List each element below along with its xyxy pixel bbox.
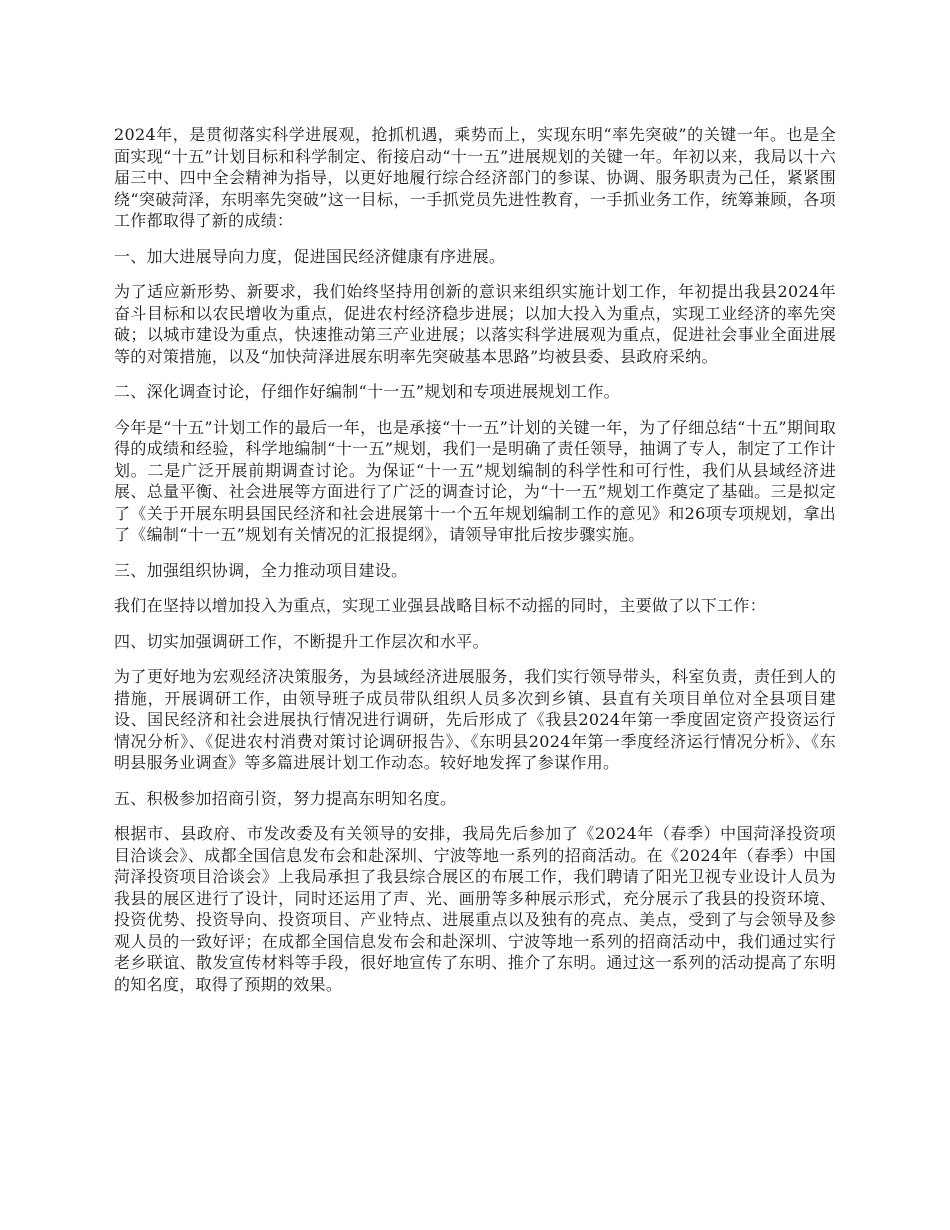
section-heading-2: 二、深化调查讨论，仔细作好编制“十一五”规划和专项进展规划工作。	[114, 382, 620, 401]
paragraph-section-2: 今年是“十五”计划工作的最后一年，也是承接“十一五”计划的关键一年，为了仔细总结“十五”期间取得的成绩和经验，科学地编制“十一五”规划，我们一是明确了责任领导，抽调了专人，制定了工作计划。二是广泛开展前期调查讨论。为保证“十一五”规划编制的科学性和可行性，我们从县域经济进展、总量平衡、社会进展等方面进行了广泛的调查讨论，为“十一五”规划工作奠定了基础。三是拟定了《关于开展东明县国民经济和社会进展第十一个五年规划编制工作的意见》和26项专项规划，拿出了《编制“十一五”规划有关情况的汇报提纲》，请领导审批后按步骤实施。	[114, 417, 836, 544]
section-heading-3: 三、加强组织协调，全力推动项目建设。	[114, 560, 408, 580]
section-heading-1: 一、加大进展导向力度，促进国民经济健康有序进展。	[114, 246, 506, 266]
paragraph-section-3: 我们在坚持以增加投入为重点，实现工业强县战略目标不动摇的同时，主要做了以下工作：	[114, 596, 767, 615]
paragraph-intro: 2024年，是贯彻落实科学进展观，抢抓机遇，乘势而上，实现东明“率先突破”的关键一年。也是全面实现“十五”计划目标和科学制定、衔接启动“十一五”进展规划的关键一年。年初以来，我局以十六届三中、四中全会精神为指导，以更好地履行综合经济部门的参谋、协调、服务职责为己任，紧紧围绕“突破菏泽，东明率先突破”这一目标，一手抓党员先进性教育，一手抓业务工作，统筹兼顾，各项工作都取得了新的成绩：	[114, 125, 836, 230]
paragraph-section-4: 为了更好地为宏观经济决策服务，为县域经济进展服务，我们实行领导带头，科室负责，责任到人的措施，开展调研工作，由领导班子成员带队组织人员多次到乡镇、县直有关项目单位对全县项目建设、国民经济和社会进展执行情况进行调研，先后形成了《我县2024年第一季度固定资产投资运行情况分析》、《促进农村消费对策讨论调研报告》、《东明县2024年第一季度经济运行情况分析》、《东明县服务业调查》等多篇进展计划工作动态。较好地发挥了参谋作用。	[114, 667, 836, 772]
section-heading-4: 四、切实加强调研工作，不断提升工作层次和水平。	[114, 631, 489, 651]
paragraph-section-1: 为了适应新形势、新要求，我们始终坚持用创新的意识来组织实施计划工作，年初提出我县2024年奋斗目标和以农民增收为重点，促进农村经济稳步进展；以加大投入为重点，实现工业经济的率先突破；以城市建设为重点，快速推动第三产业进展；以落实科学进展观为重点，促进社会事业全面进展等的对策措施，以及“加快菏泽进展东明率先突破基本思路”均被县委、县政府采纳。	[114, 282, 836, 366]
paragraph-section-5: 根据市、县政府、市发改委及有关领导的安排，我局先后参加了《2024年（春季）中国菏泽投资项目洽谈会》、成都全国信息发布会和赴深圳、宁波等地一系列的招商活动。在《2024年（春季）中国菏泽投资项目洽谈会》上我局承担了我县综合展区的布展工作，我们聘请了阳光卫视专业设计人员为我县的展区进行了设计，同时还运用了声、光、画册等多种展示形式，充分展示了我县的投资环境、投资优势、投资导向、投资项目、产业特点、进展重点以及独有的亮点、美点，受到了与会领导及参观人员的一致好评；在成都全国信息发布会和赴深圳、宁波等地一系列的招商活动中，我们通过实行老乡联谊、散发宣传材料等手段，很好地宣传了东明、推介了东明。通过这一系列的活动提高了东明的知名度，取得了预期的效果。	[114, 824, 836, 994]
section-heading-5: 五、积极参加招商引资，努力提高东明知名度。	[114, 788, 457, 808]
document-body	[114, 124, 836, 1009]
